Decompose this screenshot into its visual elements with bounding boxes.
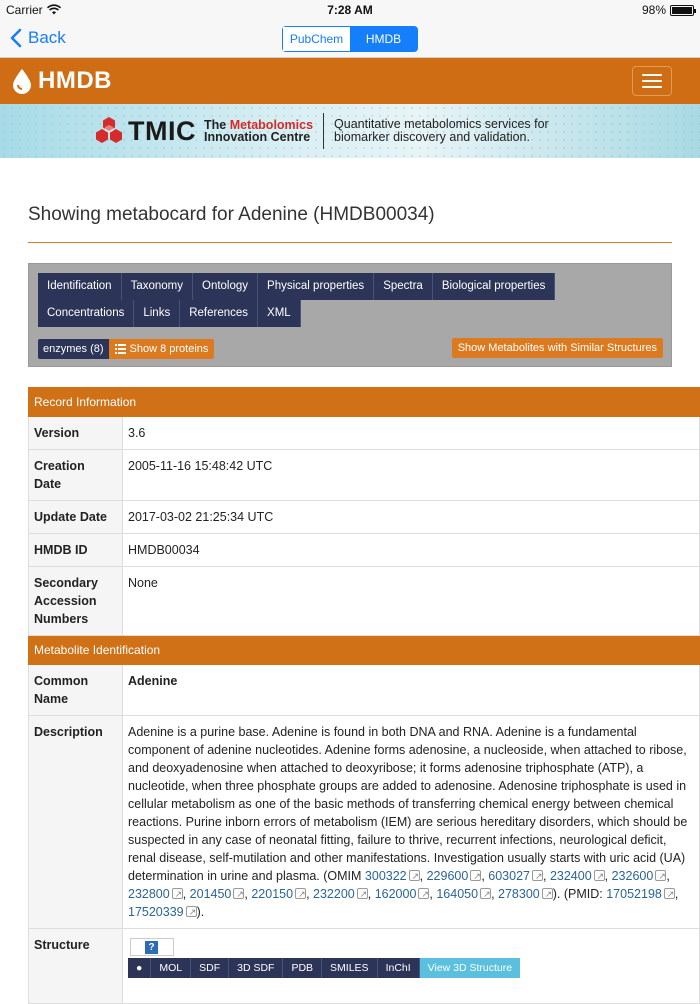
pmid-prefix: ). (PMID:: [552, 887, 603, 901]
external-link-icon: [186, 906, 197, 917]
similar-structures-button[interactable]: Show Metabolites with Similar Structures: [452, 338, 663, 358]
common-name-value: Adenine: [123, 665, 700, 716]
table-row: [29, 567, 700, 636]
table-row: [29, 534, 700, 567]
structure-viewer: [128, 936, 694, 996]
source-segmented-control: [282, 26, 418, 52]
tmic-logo-text: TMIC: [128, 115, 196, 146]
menu-bar-icon: [642, 74, 662, 76]
download-sdf-button[interactable]: SDF: [191, 958, 229, 978]
enzymes-badge: enzymes (8): [38, 339, 109, 359]
tab-identification[interactable]: Identification: [38, 273, 122, 300]
menu-bar-icon: [642, 86, 662, 88]
omim-link[interactable]: 300322: [364, 869, 407, 883]
row-label: Structure: [29, 929, 123, 1004]
label-line: Accession: [34, 594, 97, 608]
table-row: [29, 665, 700, 716]
clock: 7:28 AM: [327, 3, 373, 17]
show-proteins-label: Show 8 proteins: [129, 343, 209, 355]
omim-link[interactable]: 220150: [251, 887, 294, 901]
back-label: Back: [28, 28, 66, 47]
carrier-label: Carrier: [6, 3, 43, 17]
section-header-identification: [29, 636, 700, 665]
tab-ontology[interactable]: Ontology: [193, 273, 258, 300]
chevron-left-icon: [10, 28, 22, 48]
navigation-bar: [0, 20, 700, 58]
table-row: [29, 450, 700, 501]
external-link-icon: [480, 888, 491, 899]
external-link-icon: [233, 888, 244, 899]
org-line2: Innovation Centre: [203, 130, 311, 144]
label-line: Date: [34, 477, 62, 491]
omim-link-list: 300322↗ , 229600↗ , 603027↗ , 232400↗ , 232600↗ , 232800↗ , 201450↗ , 220150↗ , 232200↗ , 162000↗ , 164050↗ , 278300↗: [128, 869, 670, 901]
structure-download-bar: [128, 958, 520, 978]
external-link-icon: [594, 870, 605, 881]
help-icon: ?: [145, 941, 158, 954]
section-title: Metabolite Identification: [29, 636, 700, 665]
pmid-link[interactable]: 17052198: [606, 887, 662, 901]
table-row: [29, 716, 700, 929]
external-link-icon: [655, 870, 666, 881]
back-button[interactable]: [10, 28, 66, 48]
label-line: Common: [34, 674, 89, 688]
omim-link[interactable]: 232800: [128, 887, 170, 901]
external-link-icon: [470, 870, 481, 881]
pmid-link-list: 17052198↗ , 17520339↗: [128, 887, 678, 919]
tab-physical-properties[interactable]: Physical properties: [258, 273, 374, 300]
tmic-banner[interactable]: [0, 104, 700, 158]
list-icon: [115, 344, 126, 354]
menu-bar-icon: [642, 80, 662, 82]
label-line: Secondary: [34, 576, 98, 590]
segment-pubchem[interactable]: PubChem: [283, 27, 350, 51]
label-line: Numbers: [34, 612, 89, 626]
download-inchi-button[interactable]: InChI: [378, 958, 420, 978]
page-title: Showing metabocard for Adenine (HMDB00034): [28, 204, 435, 225]
download-mol-button[interactable]: MOL: [151, 958, 191, 978]
structure-value: [123, 929, 700, 1004]
external-link-icon: [295, 888, 306, 899]
tab-taxonomy[interactable]: Taxonomy: [122, 273, 193, 300]
omim-link[interactable]: 232200: [313, 887, 355, 901]
external-link-icon: [542, 888, 553, 899]
label-line: Creation: [34, 459, 85, 473]
tmic-logo-group: [96, 113, 549, 149]
external-link-icon: [664, 888, 675, 899]
omim-link[interactable]: 162000: [374, 887, 417, 901]
segment-hmdb[interactable]: HMDB: [350, 27, 417, 51]
download-smiles-button[interactable]: SMILES: [322, 958, 378, 978]
help-button[interactable]: [130, 938, 174, 956]
secondary-accession-value: None: [123, 567, 700, 636]
tmic-hexagon-icon: [96, 116, 122, 146]
tmic-org-name: [204, 119, 313, 143]
status-bar: [0, 0, 700, 20]
external-link-icon: [532, 870, 543, 881]
droplet-icon: [12, 68, 32, 94]
tmic-tagline: [334, 118, 549, 144]
row-label: Description: [29, 716, 123, 929]
omim-link[interactable]: 278300: [498, 887, 540, 901]
section-title: Record Information: [29, 388, 700, 417]
row-label: [29, 567, 123, 636]
row-label: HMDB ID: [29, 534, 123, 567]
metabocard-table: [28, 387, 700, 1004]
section-header-record: [29, 388, 700, 417]
label-line: Name: [34, 692, 69, 706]
download-3d-sdf-button[interactable]: 3D SDF: [229, 958, 283, 978]
description-value: [123, 716, 700, 929]
row-label: [29, 450, 123, 501]
table-row: [29, 929, 700, 1004]
site-header: [0, 58, 700, 104]
tab-references[interactable]: References: [180, 300, 258, 327]
tab-biological-properties[interactable]: Biological properties: [433, 273, 556, 300]
hamburger-menu-button[interactable]: [632, 66, 672, 96]
row-label: [29, 665, 123, 716]
omim-link[interactable]: 201450: [189, 887, 232, 901]
banner-divider: [323, 113, 324, 149]
tab-links[interactable]: Links: [134, 300, 180, 327]
version-value: 3.6: [123, 417, 700, 450]
section-nav-panel: [28, 263, 672, 367]
tab-xml[interactable]: XML: [258, 300, 301, 327]
description-text: Adenine is a purine base. Adenine is found in both DNA and RNA. Adenine is a fundamental component of adenine nucleotides. Adenine forms adenosine, a nucleoside, when attached to ribose, and deoxyadenosine when attached to deoxyribose; it forms adenosine triphosphate (ATP), a nucleotide, when three phosphate groups are added to adenosine. Adenosine triphosphate is used in cellular metabolism as one of the basic methods of transferring chemical energy between chemical reactions. Purine inborn errors of metabolism (IEM) are serious hereditary disorders, which should be suspected in any case of neonatal fitting, failure to thrive, recurrent infections, neurological deficit, renal disease, self-mutilation and other manifestations. Investigation usually starts with uric acid (UA) determination in urine and plasma. (OMIM: [128, 725, 688, 883]
section-tabs: [38, 273, 638, 327]
view-3d-button[interactable]: View 3D Structure: [420, 958, 520, 978]
table-row: [29, 417, 700, 450]
hmdb-id-value: HMDB00034: [123, 534, 700, 567]
title-divider: [28, 242, 672, 243]
omim-link[interactable]: 232600: [611, 869, 654, 883]
omim-link[interactable]: 164050: [436, 887, 479, 901]
tagline-line1: Quantitative metabolomics services for: [334, 117, 549, 131]
tab-concentrations[interactable]: Concentrations: [38, 300, 134, 327]
omim-link[interactable]: 232400: [549, 869, 592, 883]
pmid-link[interactable]: 17520339: [128, 905, 184, 919]
omim-link[interactable]: 229600: [426, 869, 469, 883]
external-link-icon: [418, 888, 429, 899]
org-prefix: The: [203, 118, 230, 132]
tagline-line2: biomarker discovery and validation.: [334, 130, 530, 144]
update-date-value: 2017-03-02 21:25:34 UTC: [123, 501, 700, 534]
description-closing: ).: [196, 905, 205, 919]
battery-icon: [670, 5, 694, 16]
download-icon[interactable]: ●: [128, 958, 151, 978]
omim-link[interactable]: 603027: [488, 869, 530, 883]
show-proteins-button[interactable]: [109, 339, 215, 359]
external-link-icon: [409, 870, 420, 881]
row-label: Update Date: [29, 501, 123, 534]
brand-name: HMDB: [38, 67, 112, 94]
creation-date-value: 2005-11-16 15:48:42 UTC: [123, 450, 700, 501]
brand-link[interactable]: [12, 67, 112, 95]
download-pdb-button[interactable]: PDB: [283, 958, 322, 978]
enzymes-group: [38, 339, 214, 359]
org-highlight: Metabolomics: [229, 118, 314, 132]
tab-spectra[interactable]: Spectra: [374, 273, 433, 300]
table-row: [29, 501, 700, 534]
row-label: Version: [29, 417, 123, 450]
external-link-icon: [172, 888, 183, 899]
external-link-icon: [357, 888, 368, 899]
battery-percent: 98%: [641, 3, 666, 17]
